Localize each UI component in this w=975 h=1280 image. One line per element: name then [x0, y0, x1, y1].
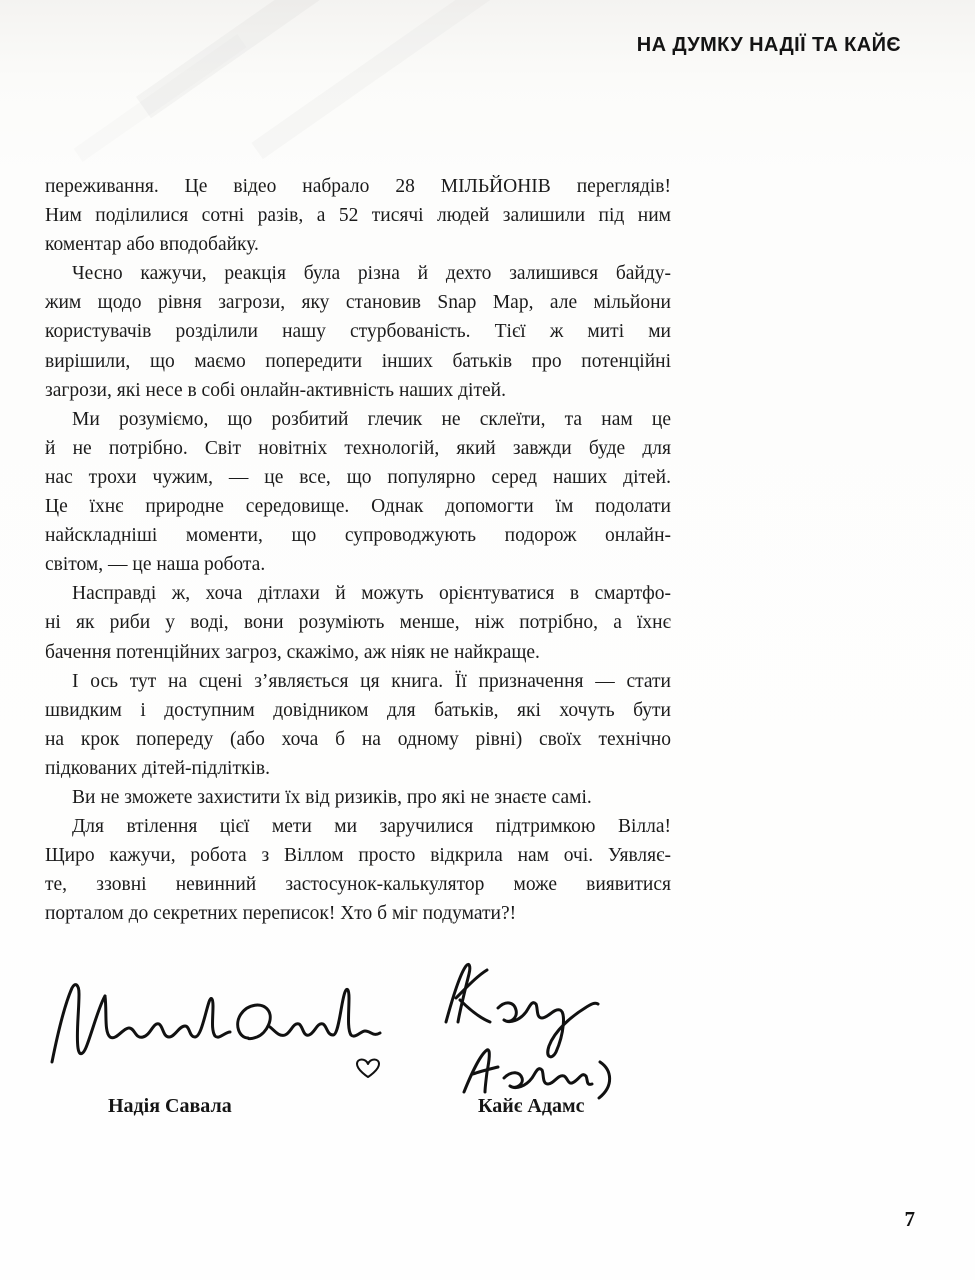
text-line: на крок попереду (або хоча б на одному рівні) своїх технічно: [45, 728, 671, 750]
paragraph: [45, 783, 671, 812]
text-line: нас трохи чужим, — це все, що популярно серед наших дітей.: [45, 466, 671, 488]
scan-streak: [73, 34, 246, 162]
text-line: Насправді ж, хоча дітлахи й можуть орієнтуватися в смартфо-: [72, 583, 671, 605]
text-line: коментар або вподобайку.: [45, 234, 259, 256]
text-line: загрози, які несе в собі онлайн-активність наших дітей.: [45, 379, 506, 401]
text-line: Для втілення цієї мети ми заручилися підтримкою Вілла!: [72, 816, 671, 838]
paragraph: [45, 405, 671, 580]
paragraph: [45, 667, 671, 783]
text-line: Щиро кажучи, робота з Віллом просто відкрила нам очі. Уявляє-: [45, 845, 671, 867]
text-line: те, ззовні невинний застосунок-калькулятор може виявитися: [45, 874, 671, 896]
paragraph: [45, 812, 671, 928]
text-line: й не потрібно. Світ новітніх технологій, який завжди буде для: [45, 437, 671, 459]
page-number: 7: [904, 1207, 915, 1231]
text-line: переживання. Це відео набрало 28 МІЛЬЙОНІВ переглядів!: [45, 176, 671, 197]
body-text: [45, 172, 671, 928]
scan-streak: [251, 0, 508, 159]
paragraph: [45, 259, 671, 404]
text-line: світом, — це наша робота.: [45, 554, 266, 576]
text-line: Ним поділилися сотні разів, а 52 тисячі людей залишили під ним: [45, 205, 671, 227]
paragraph: [45, 579, 671, 666]
text-line: підкованих дітей-підлітків.: [45, 757, 270, 779]
text-line: бачення потенційних загроз, скажімо, аж ніяк не найкраще.: [45, 641, 540, 663]
text-line: порталом до секретних переписок! Хто б міг подумати?!: [45, 903, 517, 925]
text-line: Ми розуміємо, що розбитий глечик не склеїти, та нам це: [72, 408, 671, 430]
text-line: Це їхнє природне середовище. Однак допомогти їм подолати: [45, 496, 671, 518]
text-line: жим щодо рівня загрози, яку становив Snap Map, але мільйони: [45, 292, 671, 314]
text-line: Чесно кажучи, реакція була різна й дехто залишився байду-: [72, 263, 671, 285]
kaye-printed-name: Кайє Адамс: [478, 1095, 585, 1117]
text-line: вирішили, що маємо попередити інших батьків про потенційні: [45, 350, 671, 372]
running-header: НА ДУМКУ НАДІЇ ТА КАЙЄ: [636, 34, 901, 56]
nadia-printed-name: Надія Савала: [108, 1095, 232, 1117]
nadia-sawalha-signature-icon: [46, 972, 390, 1084]
paragraph: [45, 172, 671, 259]
text-line: І ось тут на сцені з’являється ця книга. Її призначення — стати: [72, 670, 671, 692]
text-line: Ви не зможете захистити їх від ризиків, про які не знаєте самі.: [72, 786, 592, 808]
text-line: найскладніші моменти, що супроводжують подорож онлайн-: [45, 525, 671, 547]
text-line: швидким і доступним довідником для батьків, які хочуть бути: [45, 699, 671, 721]
text-line: ні як риби у воді, вони розуміють менше, ніж потрібно, а їхнє: [45, 612, 671, 634]
kaye-adams-signature-icon: [432, 958, 628, 1106]
text-line: користувачів розділили нашу стурбованість. Тієї ж миті ми: [45, 321, 671, 343]
